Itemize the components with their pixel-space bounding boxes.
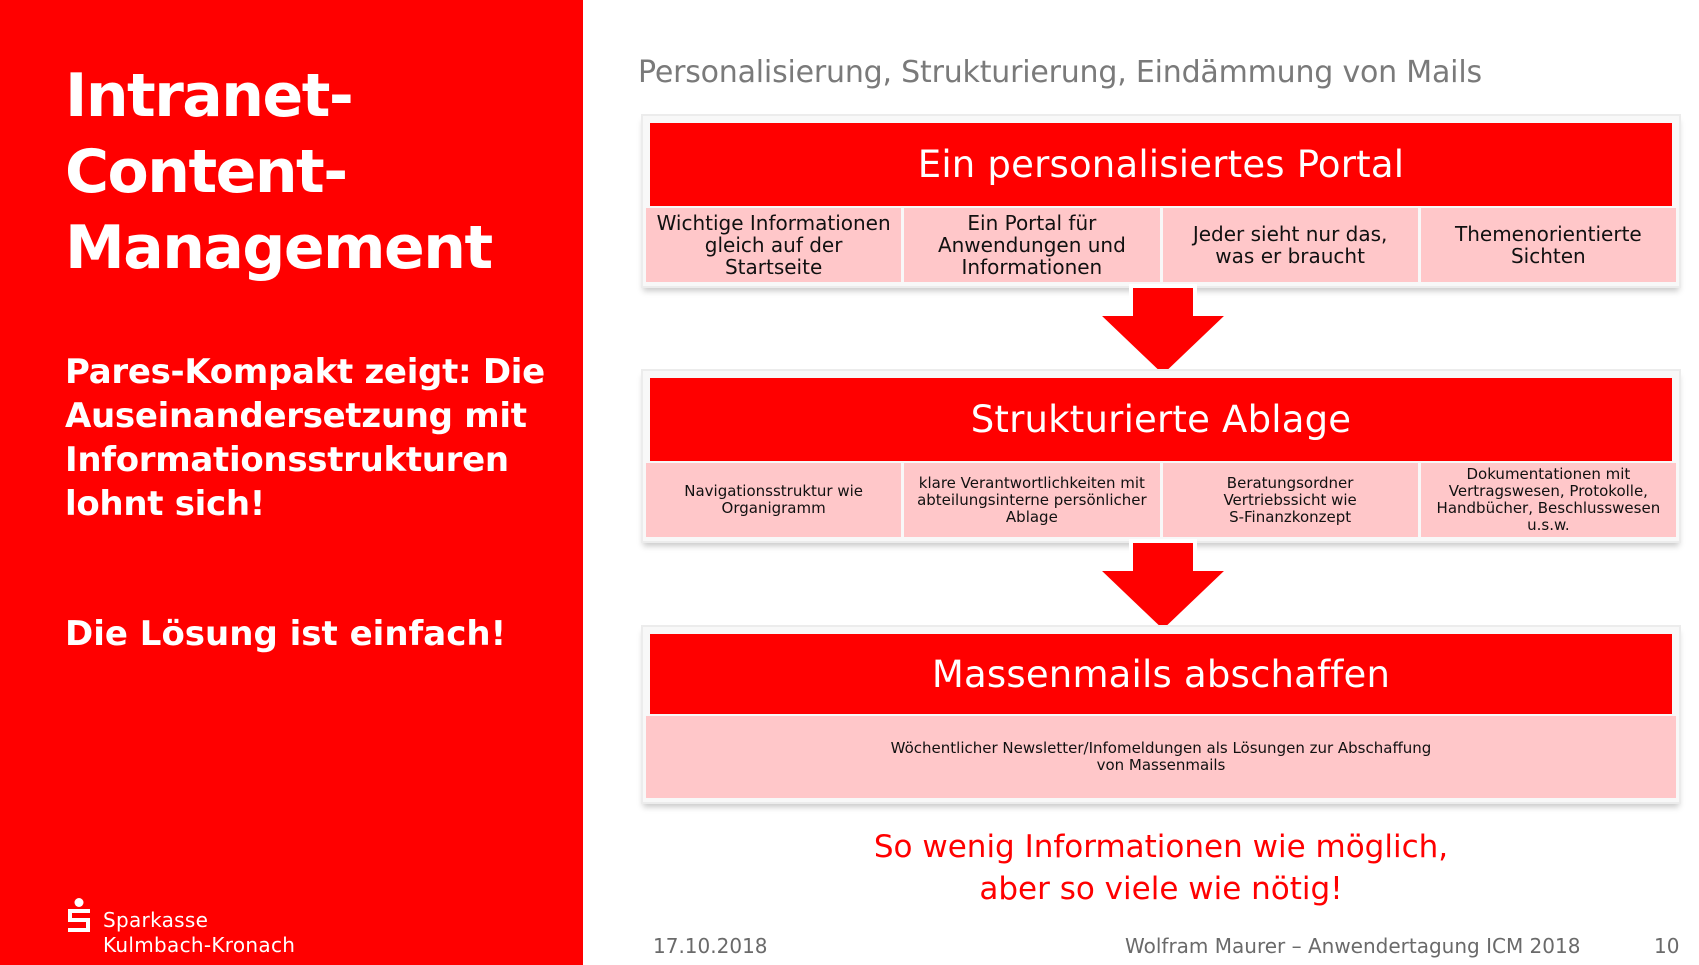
block-item-text: klare Verantwortlichkeiten mit abteilungsinterne persönlicher Ablage xyxy=(917,473,1147,526)
subtitle-line: Auseinandersetzung mit xyxy=(65,396,527,436)
slide-subtitle xyxy=(65,350,575,526)
page-number: 10 xyxy=(1654,934,1680,958)
block-item xyxy=(1163,463,1418,537)
conclusion-line: So wenig Informationen wie möglich, xyxy=(873,829,1449,865)
footer-date: 17.10.2018 xyxy=(653,934,768,958)
block-item-text: Wöchentlicher Newsletter/Infomeldungen als Lösungen zur Abschaffung von Massenmails xyxy=(890,739,1432,774)
block-items xyxy=(646,716,1676,798)
slide-heading: Personalisierung, Strukturierung, Eindämmung von Mails xyxy=(638,55,1482,90)
block-item xyxy=(1163,208,1418,282)
logo-line: Sparkasse xyxy=(103,908,209,932)
subtitle-line: Informationsstrukturen xyxy=(65,440,509,480)
subtitle-line: lohnt sich! xyxy=(65,484,265,524)
block-item-text: Dokumentationen mit Vertragswesen, Protokolle, Handbücher, Beschlusswesen u.s.w. xyxy=(1436,465,1661,534)
slide-title xyxy=(65,58,565,286)
block-title: Massenmails abschaffen xyxy=(650,634,1672,714)
footer-author: Wolfram Maurer – Anwendertagung ICM 2018 xyxy=(1125,934,1581,958)
logo-line: Kulmbach-Kronach xyxy=(103,933,296,957)
subtitle-line: Pares-Kompakt zeigt: Die xyxy=(65,352,545,392)
block-item xyxy=(1421,208,1676,282)
block-personalized-portal xyxy=(643,116,1679,286)
block-item-text: Jeder sieht nur das, was er braucht xyxy=(1192,222,1388,268)
block-structured-storage xyxy=(643,371,1679,541)
block-item xyxy=(646,208,901,282)
sparkasse-s-icon xyxy=(65,898,93,934)
slogan: Die Lösung ist einfach! xyxy=(65,614,507,654)
block-title: Strukturierte Ablage xyxy=(650,378,1672,461)
slide-title-line: Management xyxy=(65,213,492,283)
block-item-text: Themenorientierte Sichten xyxy=(1455,222,1642,268)
conclusion-line: aber so viele wie nötig! xyxy=(979,871,1343,907)
down-arrow-icon xyxy=(1093,284,1233,379)
sparkasse-logo xyxy=(65,898,365,958)
block-item xyxy=(1421,463,1676,537)
block-item-text: Wichtige Informationen gleich auf der Startseite xyxy=(656,211,891,279)
slide-title-line: Intranet- xyxy=(65,61,353,131)
block-item xyxy=(904,208,1159,282)
block-item-text: Beratungsordner Vertriebssicht wie S-Finanzkonzept xyxy=(1223,473,1357,526)
block-item-text: Navigationsstruktur wie Organigramm xyxy=(684,482,863,517)
block-abolish-mass-mails xyxy=(643,627,1679,802)
logo-text xyxy=(103,908,295,958)
block-item xyxy=(646,463,901,537)
block-item-text: Ein Portal für Anwendungen und Informationen xyxy=(937,211,1126,279)
conclusion-text xyxy=(643,826,1679,910)
block-items xyxy=(646,208,1676,282)
left-panel xyxy=(0,0,583,965)
block-items xyxy=(646,463,1676,537)
block-title: Ein personalisiertes Portal xyxy=(650,123,1672,206)
block-item xyxy=(904,463,1159,537)
slide-title-line: Content- xyxy=(65,137,347,207)
down-arrow-icon xyxy=(1093,539,1233,634)
block-item xyxy=(646,716,1676,798)
